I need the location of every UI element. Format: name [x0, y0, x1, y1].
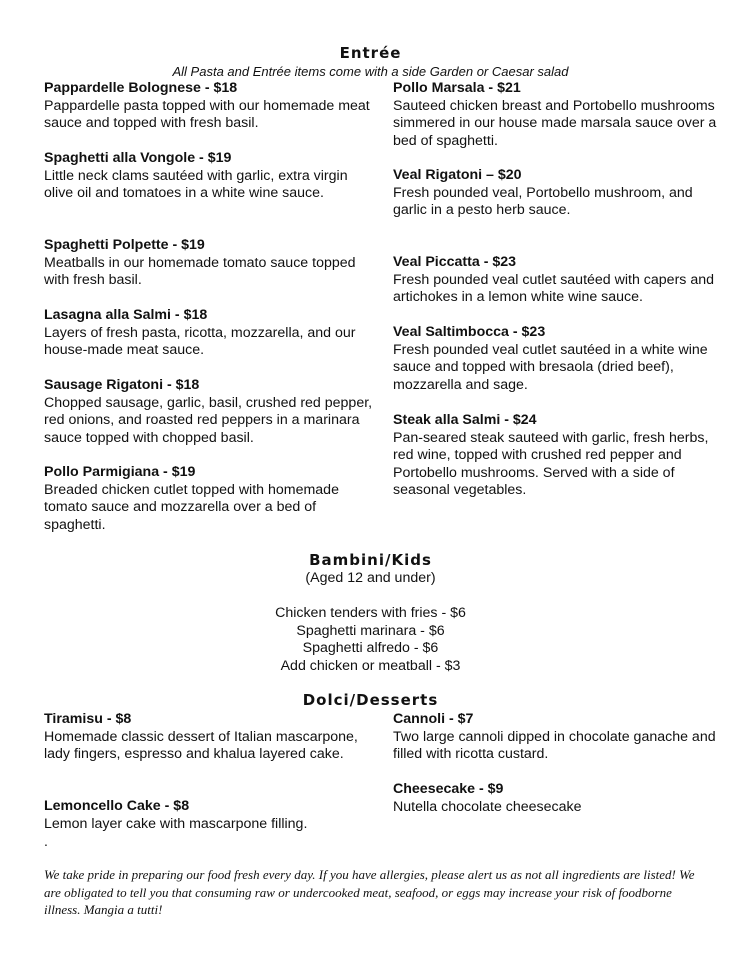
item-name: Pollo Parmigiana - $19: [44, 464, 196, 480]
menu-item: [44, 307, 374, 360]
item-name: Veal Piccatta - $23: [393, 254, 517, 270]
menu-item: [44, 377, 374, 447]
item-name: Veal Saltimbocca - $23: [393, 324, 546, 340]
menu-item: [393, 324, 723, 394]
allergy-notice: We take pride in preparing our food fresh every day. If you have allergies, please alert us as not all ingredients are listed! We are obligated to tell you that consuming raw or undercooked meat, seafood, or eggs may increase your risk of foodborne illness. Mangia a tutti!: [44, 867, 695, 917]
item-description: Lemon layer cake with mascarpone filling.: [44, 815, 308, 832]
item-description: Little neck clams sautéed with garlic, extra virgin olive oil and tomatoes in a white wine sauce.: [44, 167, 348, 201]
kids-list: [0, 605, 741, 675]
menu-item: [393, 80, 723, 150]
item-name: Lasagna alla Salmi - $18: [44, 307, 208, 323]
menu-item: [44, 80, 374, 133]
menu-item: [44, 798, 374, 833]
item-name: Sausage Rigatoni - $18: [44, 377, 200, 393]
item-description: Fresh pounded veal cutlet sautéed with capers and artichokes in a lemon white wine sauce.: [393, 271, 714, 305]
item-description: Meatballs in our homemade tomato sauce topped with fresh basil.: [44, 254, 356, 288]
menu-item: [44, 711, 374, 764]
item-name: Cheesecake - $9: [393, 781, 504, 797]
menu-item: [44, 464, 374, 534]
menu-item: [44, 150, 374, 203]
item-description: Sauteed chicken breast and Portobello mushrooms simmered in our house made marsala sauce over a bed of spaghetti.: [393, 97, 717, 149]
menu-item: [44, 237, 374, 290]
item-name: Spaghetti alla Vongole - $19: [44, 150, 232, 166]
item-description: Chopped sausage, garlic, basil, crushed red pepper, red onions, and roasted red peppers in a marinara sauce topped with chopped basil.: [44, 394, 373, 446]
item-name: Pollo Marsala - $21: [393, 80, 521, 96]
item-name: Veal Rigatoni – $20: [393, 167, 522, 183]
item-name: Spaghetti Polpette - $19: [44, 237, 205, 253]
entree-subtitle: All Pasta and Entrée items come with a side Garden or Caesar salad: [172, 64, 569, 79]
item-description: Fresh pounded veal, Portobello mushroom, and garlic in a pesto herb sauce.: [393, 184, 693, 218]
item-description: Fresh pounded veal cutlet sautéed in a white wine sauce and topped with bresaola (dried beef), mozzarella and sage.: [393, 341, 708, 393]
item-name: Lemoncello Cake - $8: [44, 798, 190, 814]
menu-item: [393, 711, 723, 764]
item-description: Layers of fresh pasta, ricotta, mozzarella, and our house-made meat sauce.: [44, 324, 356, 358]
menu-item: [393, 412, 723, 500]
item-name: Tiramisu - $8: [44, 711, 132, 727]
kids-item: Chicken tenders with fries - $6: [275, 605, 466, 621]
menu-item: [393, 254, 723, 307]
item-description: Pan-seared steak sauteed with garlic, fresh herbs, red wine, topped with crushed red pepper and Portobello mushrooms. Served with a side of seasonal vegetables.: [393, 429, 709, 498]
menu-item: [393, 167, 723, 220]
kids-item: Add chicken or meatball - $3: [280, 657, 461, 674]
item-name: Steak alla Salmi - $24: [393, 412, 537, 428]
item-description: Breaded chicken cutlet topped with homemade tomato sauce and mozzarella over a bed of spaghetti.: [44, 481, 339, 533]
kids-item: Spaghetti alfredo - $6: [302, 640, 439, 656]
item-name: Pappardelle Bolognese - $18: [44, 80, 238, 96]
item-description: Two large cannoli dipped in chocolate ganache and filled with ricotta custard.: [393, 728, 716, 762]
item-description: Nutella chocolate cheesecake: [393, 798, 582, 815]
item-description: Homemade classic dessert of Italian mascarpone, lady fingers, espresso and khalua layered cake.: [44, 728, 358, 762]
entree-title: Entrée: [339, 44, 402, 62]
kids-item: Spaghetti marinara - $6: [296, 622, 445, 639]
menu-item: [393, 781, 723, 816]
desserts-title: Dolci/Desserts: [302, 691, 439, 709]
item-description: Pappardelle pasta topped with our homemade meat sauce and topped with fresh basil.: [44, 97, 370, 131]
stray-mark: .: [44, 833, 48, 849]
item-name: Cannoli - $7: [393, 711, 474, 727]
kids-title: Bambini/Kids: [309, 551, 432, 569]
kids-note: (Aged 12 and under): [305, 570, 436, 586]
